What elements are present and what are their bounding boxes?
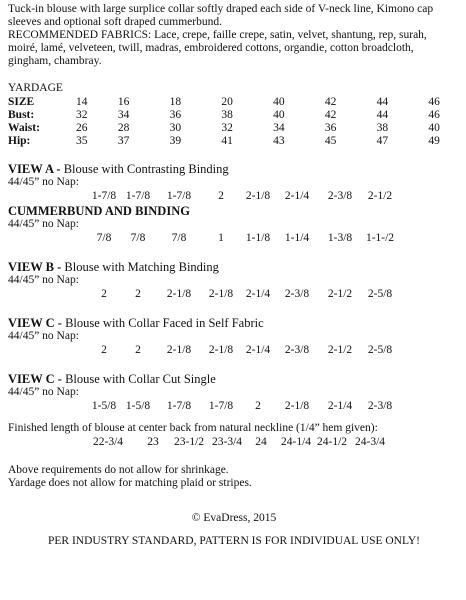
size-table-cell: 39 bbox=[169, 135, 182, 147]
view-heading-bold: VIEW C - bbox=[8, 316, 62, 330]
size-table-cell: 36 bbox=[169, 109, 182, 121]
view-heading-bold: VIEW B - bbox=[8, 260, 62, 274]
yardage-value: 2 bbox=[135, 288, 141, 300]
yardage-value: 1-1-/2 bbox=[365, 232, 395, 244]
size-table bbox=[8, 96, 460, 148]
size-table-cell: 30 bbox=[169, 122, 182, 134]
size-table-label: Bust: bbox=[8, 109, 35, 121]
yardage-value: 2 bbox=[218, 190, 224, 202]
views-list bbox=[8, 162, 460, 414]
size-table-cell: 36 bbox=[324, 122, 337, 134]
finished-length-value: 23 bbox=[147, 436, 159, 448]
size-table-cell: 14 bbox=[76, 96, 88, 108]
size-table-cell: 44 bbox=[376, 109, 389, 121]
finished-length-value: 24 bbox=[255, 436, 267, 448]
size-table-cell: 42 bbox=[324, 96, 337, 108]
view-heading-text: Blouse with Matching Binding bbox=[61, 260, 219, 274]
yardage-value: 2-1/8 bbox=[284, 400, 310, 412]
yardage-value: 2-5/8 bbox=[367, 288, 393, 300]
view-block bbox=[8, 204, 460, 246]
size-table-cell: 38 bbox=[221, 109, 233, 121]
size-table-label: Hip: bbox=[8, 135, 31, 147]
description-text: Tuck-in blouse with large surplice collar softly draped each side of V-neck line, Kimono cap sleeves and optional soft draped cummerbund. RECOMMENDED FABRICS: Lace, crepe, faille crepe, satin, velvet, shantung, rep, surah, moiré, lamé, velveteen, twill, madras, embroidered cottons, organdie, cotton broadcloth, gingham, chambray. bbox=[8, 3, 434, 67]
view-heading-bold: VIEW C - bbox=[8, 372, 62, 386]
size-table-cell: 49 bbox=[428, 135, 440, 147]
yardage-value: 2-1/8 bbox=[166, 344, 192, 356]
size-table-cell: 46 bbox=[428, 96, 440, 108]
view-fabric-width: 44/45” no Nap: bbox=[8, 176, 79, 188]
view-yardage-row bbox=[8, 399, 460, 414]
yardage-value: 2-5/8 bbox=[367, 344, 393, 356]
size-table-cell: 40 bbox=[428, 122, 440, 134]
yardage-value: 2 bbox=[101, 288, 107, 300]
size-table-cell: 32 bbox=[76, 109, 88, 121]
size-table-cell: 26 bbox=[76, 122, 88, 134]
view-heading bbox=[8, 260, 460, 274]
view-heading bbox=[8, 372, 460, 386]
note-shrinkage: Above requirements do not allow for shrinkage. bbox=[8, 464, 229, 476]
legal-notice: PER INDUSTRY STANDARD, PATTERN IS FOR INDIVIDUAL USE ONLY! bbox=[47, 535, 420, 547]
yardage-value: 7/8 bbox=[171, 232, 187, 244]
yardage-value: 2-3/8 bbox=[284, 288, 310, 300]
yardage-value: 2-1/2 bbox=[367, 190, 393, 202]
view-block bbox=[8, 372, 460, 414]
size-table-cell: 44 bbox=[376, 96, 389, 108]
view-fabric-width: 44/45” no Nap: bbox=[8, 386, 79, 398]
yardage-value: 7/8 bbox=[130, 232, 146, 244]
finished-length-value: 23-1/2 bbox=[173, 436, 205, 448]
finished-length-value: 23-3/4 bbox=[211, 436, 243, 448]
finished-length-values bbox=[8, 435, 460, 450]
view-heading-bold: CUMMERBUND AND BINDING bbox=[8, 204, 190, 218]
yardage-value: 2-1/8 bbox=[208, 344, 234, 356]
size-table-row bbox=[8, 122, 460, 135]
size-table-cell: 46 bbox=[428, 109, 440, 121]
pattern-info-page bbox=[8, 3, 460, 548]
yardage-value: 1-1/8 bbox=[245, 232, 271, 244]
size-table-cell: 18 bbox=[169, 96, 182, 108]
size-table-cell: 20 bbox=[221, 96, 233, 108]
yardage-value: 1-7/8 bbox=[208, 400, 234, 412]
size-table-cell: 37 bbox=[117, 135, 130, 147]
yardage-value: 1-5/8 bbox=[91, 400, 117, 412]
size-table-cell: 43 bbox=[273, 135, 285, 147]
finished-length-value: 24-1/2 bbox=[316, 436, 348, 448]
copyright: © EvaDress, 2015 bbox=[191, 512, 277, 524]
view-heading-text: Blouse with Collar Cut Single bbox=[61, 372, 216, 386]
size-table-cell: 34 bbox=[273, 122, 285, 134]
yardage-value: 2-3/8 bbox=[367, 400, 393, 412]
size-table-cell: 47 bbox=[376, 135, 389, 147]
size-table-cell: 16 bbox=[117, 96, 130, 108]
yardage-value: 2-1/2 bbox=[327, 288, 353, 300]
yardage-value: 2-1/8 bbox=[166, 288, 192, 300]
view-heading bbox=[8, 162, 460, 176]
finished-length-value: 24-1/4 bbox=[280, 436, 312, 448]
view-heading bbox=[8, 204, 460, 218]
finished-length-value: 22-3/4 bbox=[92, 436, 124, 448]
view-heading-bold: VIEW A - bbox=[8, 162, 61, 176]
view-yardage-row bbox=[8, 231, 460, 246]
yardage-value: 2 bbox=[101, 344, 107, 356]
yardage-value: 2-1/8 bbox=[245, 190, 271, 202]
size-table-cell: 35 bbox=[76, 135, 88, 147]
yardage-value: 2-1/4 bbox=[327, 400, 353, 412]
size-table-cell: 40 bbox=[273, 109, 285, 121]
yardage-value: 1-7/8 bbox=[166, 400, 192, 412]
view-heading-text: Blouse with Collar Faced in Self Fabric bbox=[61, 316, 264, 330]
size-table-cell: 32 bbox=[221, 122, 233, 134]
size-table-row bbox=[8, 109, 460, 122]
finished-length-value: 24-3/4 bbox=[354, 436, 386, 448]
view-fabric-width: 44/45” no Nap: bbox=[8, 274, 79, 286]
yardage-value: 2 bbox=[255, 400, 261, 412]
yardage-value: 7/8 bbox=[96, 232, 112, 244]
size-table-row bbox=[8, 135, 460, 148]
size-table-label: Waist: bbox=[8, 122, 40, 134]
size-table-cell: 42 bbox=[324, 109, 337, 121]
yardage-value: 2-1/8 bbox=[208, 288, 234, 300]
yardage-value: 2-1/4 bbox=[245, 344, 271, 356]
view-heading bbox=[8, 316, 460, 330]
size-table-label: SIZE bbox=[8, 96, 35, 108]
yardage-value: 2-3/8 bbox=[284, 344, 310, 356]
view-yardage-row bbox=[8, 343, 460, 358]
view-yardage-row bbox=[8, 189, 460, 204]
view-block bbox=[8, 162, 460, 204]
size-table-row bbox=[8, 96, 460, 109]
yardage-value: 1-7/8 bbox=[166, 190, 192, 202]
yardage-value: 1-3/8 bbox=[327, 232, 353, 244]
finished-length-label: Finished length of blouse at center back from natural neckline (1/4” hem given): bbox=[8, 422, 378, 434]
size-table-cell: 45 bbox=[324, 135, 337, 147]
size-table-cell: 34 bbox=[117, 109, 130, 121]
yardage-value: 1-7/8 bbox=[91, 190, 117, 202]
view-block bbox=[8, 260, 460, 302]
view-yardage-row bbox=[8, 287, 460, 302]
view-heading-text: Blouse with Contrasting Binding bbox=[60, 162, 229, 176]
yardage-value: 1-5/8 bbox=[125, 400, 151, 412]
size-table-cell: 38 bbox=[376, 122, 389, 134]
view-fabric-width: 44/45” no Nap: bbox=[8, 218, 79, 230]
yardage-value: 1-1/4 bbox=[284, 232, 310, 244]
yardage-value: 1 bbox=[218, 232, 224, 244]
yardage-title: YARDAGE bbox=[8, 82, 63, 94]
yardage-value: 2-1/2 bbox=[327, 344, 353, 356]
yardage-value: 2-1/4 bbox=[284, 190, 310, 202]
note-plaid: Yardage does not allow for matching plaid or stripes. bbox=[8, 477, 252, 489]
yardage-value: 2-3/8 bbox=[327, 190, 353, 202]
size-table-cell: 28 bbox=[117, 122, 130, 134]
view-fabric-width: 44/45” no Nap: bbox=[8, 330, 79, 342]
size-table-cell: 41 bbox=[221, 135, 233, 147]
yardage-value: 2 bbox=[135, 344, 141, 356]
yardage-value: 1-7/8 bbox=[125, 190, 151, 202]
size-table-cell: 40 bbox=[273, 96, 285, 108]
yardage-value: 2-1/4 bbox=[245, 288, 271, 300]
view-block bbox=[8, 316, 460, 358]
